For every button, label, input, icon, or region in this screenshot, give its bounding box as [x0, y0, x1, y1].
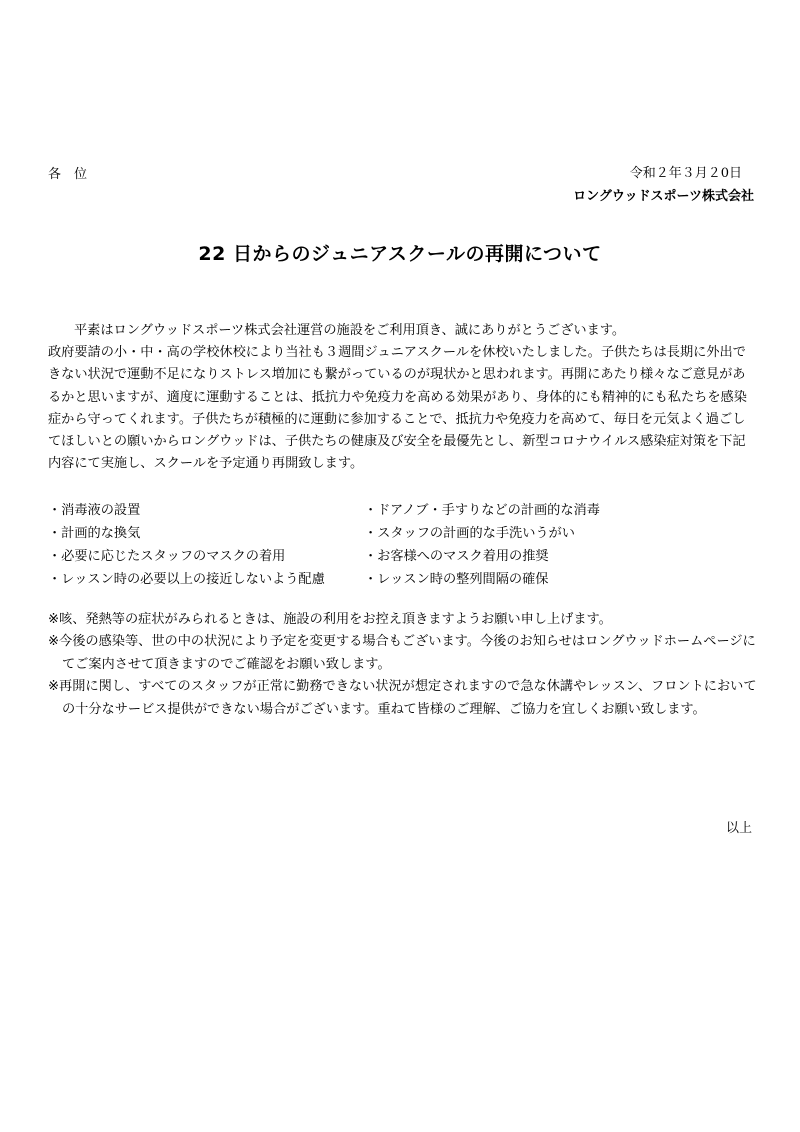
sender-company: ロングウッドスポーツ株式会社 [573, 189, 754, 204]
issue-date: 令和２年３月２0日 [629, 166, 742, 181]
body-paragraph-main: 政府要請の小・中・高の学校休校により当社も３週間ジュニアスクールを休校いたしました。子供たちは長期に外出できない状況で運動不足になりストレス増加にも繋がっているのが現状かと思われます。再開にあたり様々なご意見があるかと思いますが、適度に運動することは、抵抗力や免疫力を高める効果があり、身体的にも精神的にも私たちを感染症から守ってくれます。子供たちが積極的に運動に参加することで、抵抗力や免疫力を高めて、毎日を元気よく過ごしてほしいとの願いからロングウッドは、子供たちの健康及び安全を最優先とし、新型コロナウイルス感染症対策を下記内容にて実施し、スクールを予定通り再開致します。 [48, 345, 747, 472]
body-paragraph-greeting: 平素はロングウッドスポーツ株式会社運営の施設をご利用頂き、誠にありがとうございます。 [74, 323, 626, 338]
addressee: 各 位 [48, 167, 88, 182]
measure-item: ・お客様へのマスク着用の推奨 [364, 549, 549, 564]
measure-item: ・レッスン時の必要以上の接近しないよう配慮 [48, 572, 325, 587]
measures-left-column [48, 499, 368, 591]
measures-right-column [364, 499, 684, 591]
measure-item: ・計画的な換気 [48, 526, 141, 541]
note-schedule-change: ※今後の感染等、世の中の状況により予定を変更する場合もございます。今後のお知らせはロングウッドホームページにてご案内させて頂きますのでご確認をお願い致します。 [48, 634, 756, 672]
measure-item: ・スタッフの計画的な手洗いうがい [364, 526, 575, 541]
note-symptoms: ※咳、発熱等の症状がみられるときは、施設の利用をお控え頂きますようお願い申し上げます。 [48, 612, 612, 627]
notes-section [48, 609, 760, 721]
measure-item: ・レッスン時の整列間隔の確保 [364, 572, 549, 587]
closing-word: 以上 [725, 821, 752, 836]
body-text [48, 320, 754, 475]
measure-item: ・必要に応じたスタッフのマスクの着用 [48, 549, 286, 564]
measure-item: ・消毒液の設置 [48, 503, 141, 518]
document-title: 22 日からのジュニアスクールの再開について [198, 243, 602, 265]
measure-item: ・ドアノブ・手すりなどの計画的な消毒 [364, 503, 600, 518]
note-staffing: ※再開に関し、すべてのスタッフが正常に勤務できない状況が想定されますので急な休講やレッスン、フロントにおいての十分なサービス提供ができない場合がございます。重ねて皆様のご理解、ご協力を宜しくお願い致します。 [48, 679, 757, 717]
